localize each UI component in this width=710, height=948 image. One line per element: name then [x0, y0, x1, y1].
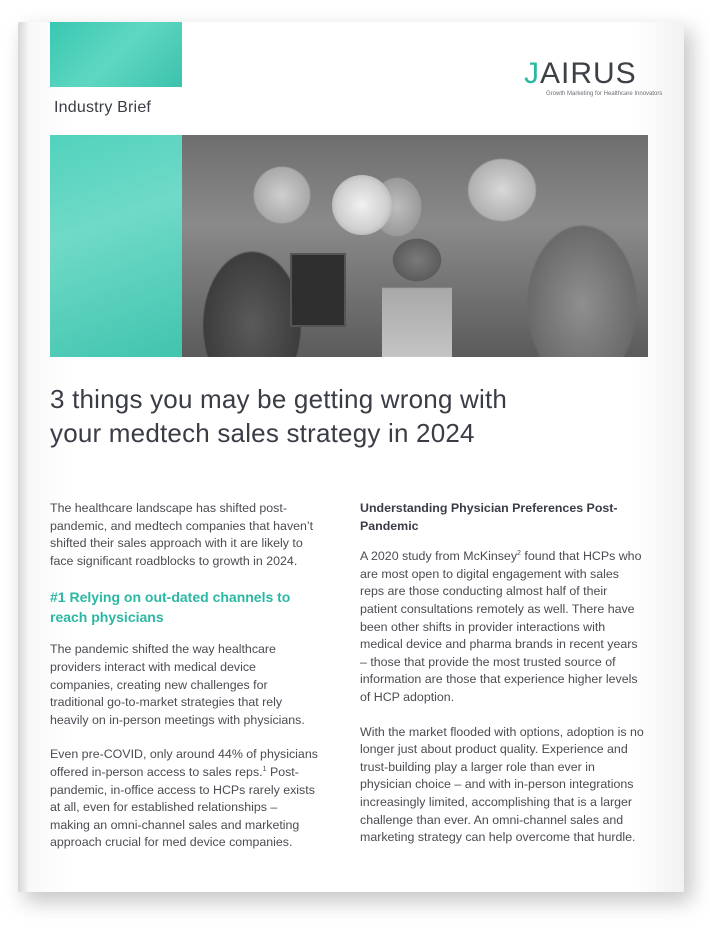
monitor-screen — [290, 253, 346, 327]
right-column — [360, 500, 646, 864]
headline-line-1: 3 things you may be getting wrong with — [50, 384, 508, 414]
right-paragraph-1 — [360, 548, 646, 706]
surgeons-photo — [182, 135, 648, 357]
left-paragraph-1: The pandemic shifted the way healthcare providers interact with medical device companies, creating new challenges for traditional go-to-market strategies that rely heavily on in-person meetings with physicians. — [50, 642, 305, 727]
logo-wordmark — [524, 57, 637, 91]
page-spine — [18, 22, 28, 892]
headline-line-2: your medtech sales strategy in 2024 — [50, 418, 475, 448]
footnote-ref-1: 1 — [262, 765, 267, 773]
surgical-lamp — [332, 175, 392, 235]
brochure-page — [18, 22, 684, 892]
footnote-ref-2: 2 — [517, 550, 521, 558]
right-paragraph-1-part-a: A 2020 study from McKinsey — [360, 549, 518, 564]
left-paragraph-2 — [50, 746, 320, 852]
left-paragraph-2-part-a: Even pre-COVID, only around 44% of physicians offered in-person access to sales reps. — [50, 747, 318, 779]
headline — [50, 382, 650, 450]
left-paragraph-2-part-b: Post-pandemic, in-office access to HCPs rarely exists at all, even for established relationships – making an omni-channel sales and marketing approach crucial for med device companies. — [50, 764, 315, 850]
teal-accent-block-side — [50, 135, 182, 357]
jairus-logo — [524, 57, 664, 101]
left-column — [50, 500, 320, 869]
industry-brief-label: Industry Brief — [54, 99, 152, 116]
subheading-physician-preferences: Understanding Physician Preferences Post-Pandemic — [360, 501, 618, 533]
teal-accent-block-top — [50, 22, 182, 87]
logo-rest-letters: AIRUS — [540, 57, 637, 90]
right-paragraph-2: With the market flooded with options, adoption is no longer just about product quality. Experience and trust-building play a larger role than ever in physician choice – and with in-person integrations increasingly limited, accomplishing that is a larger challenge than ever. An omni-channel sales and marketing strategy can help overcome that hurdle. — [360, 724, 644, 845]
logo-j-letter: J — [524, 57, 540, 90]
logo-tagline: Growth Marketing for Healthcare Innovators — [546, 91, 663, 97]
center-surgeon-figure — [382, 230, 452, 357]
right-paragraph-1-part-b: found that HCPs who are most open to digital engagement with sales reps are those conducting almost half of their patient consultations remotely as well. There have been other shifts in provider interactions with medical device and pharma brands in recent years – those that provide the most trusted source of information are those that experience higher levels of HCP adoption. — [360, 549, 642, 704]
intro-paragraph: The healthcare landscape has shifted post-pandemic, and medtech companies that haven’t shifted their sales approach with it are likely to face significant roadblocks to growth in 2024. — [50, 501, 314, 568]
section-heading-1: #1 Relying on out-dated channels to reach physicians — [50, 589, 291, 626]
